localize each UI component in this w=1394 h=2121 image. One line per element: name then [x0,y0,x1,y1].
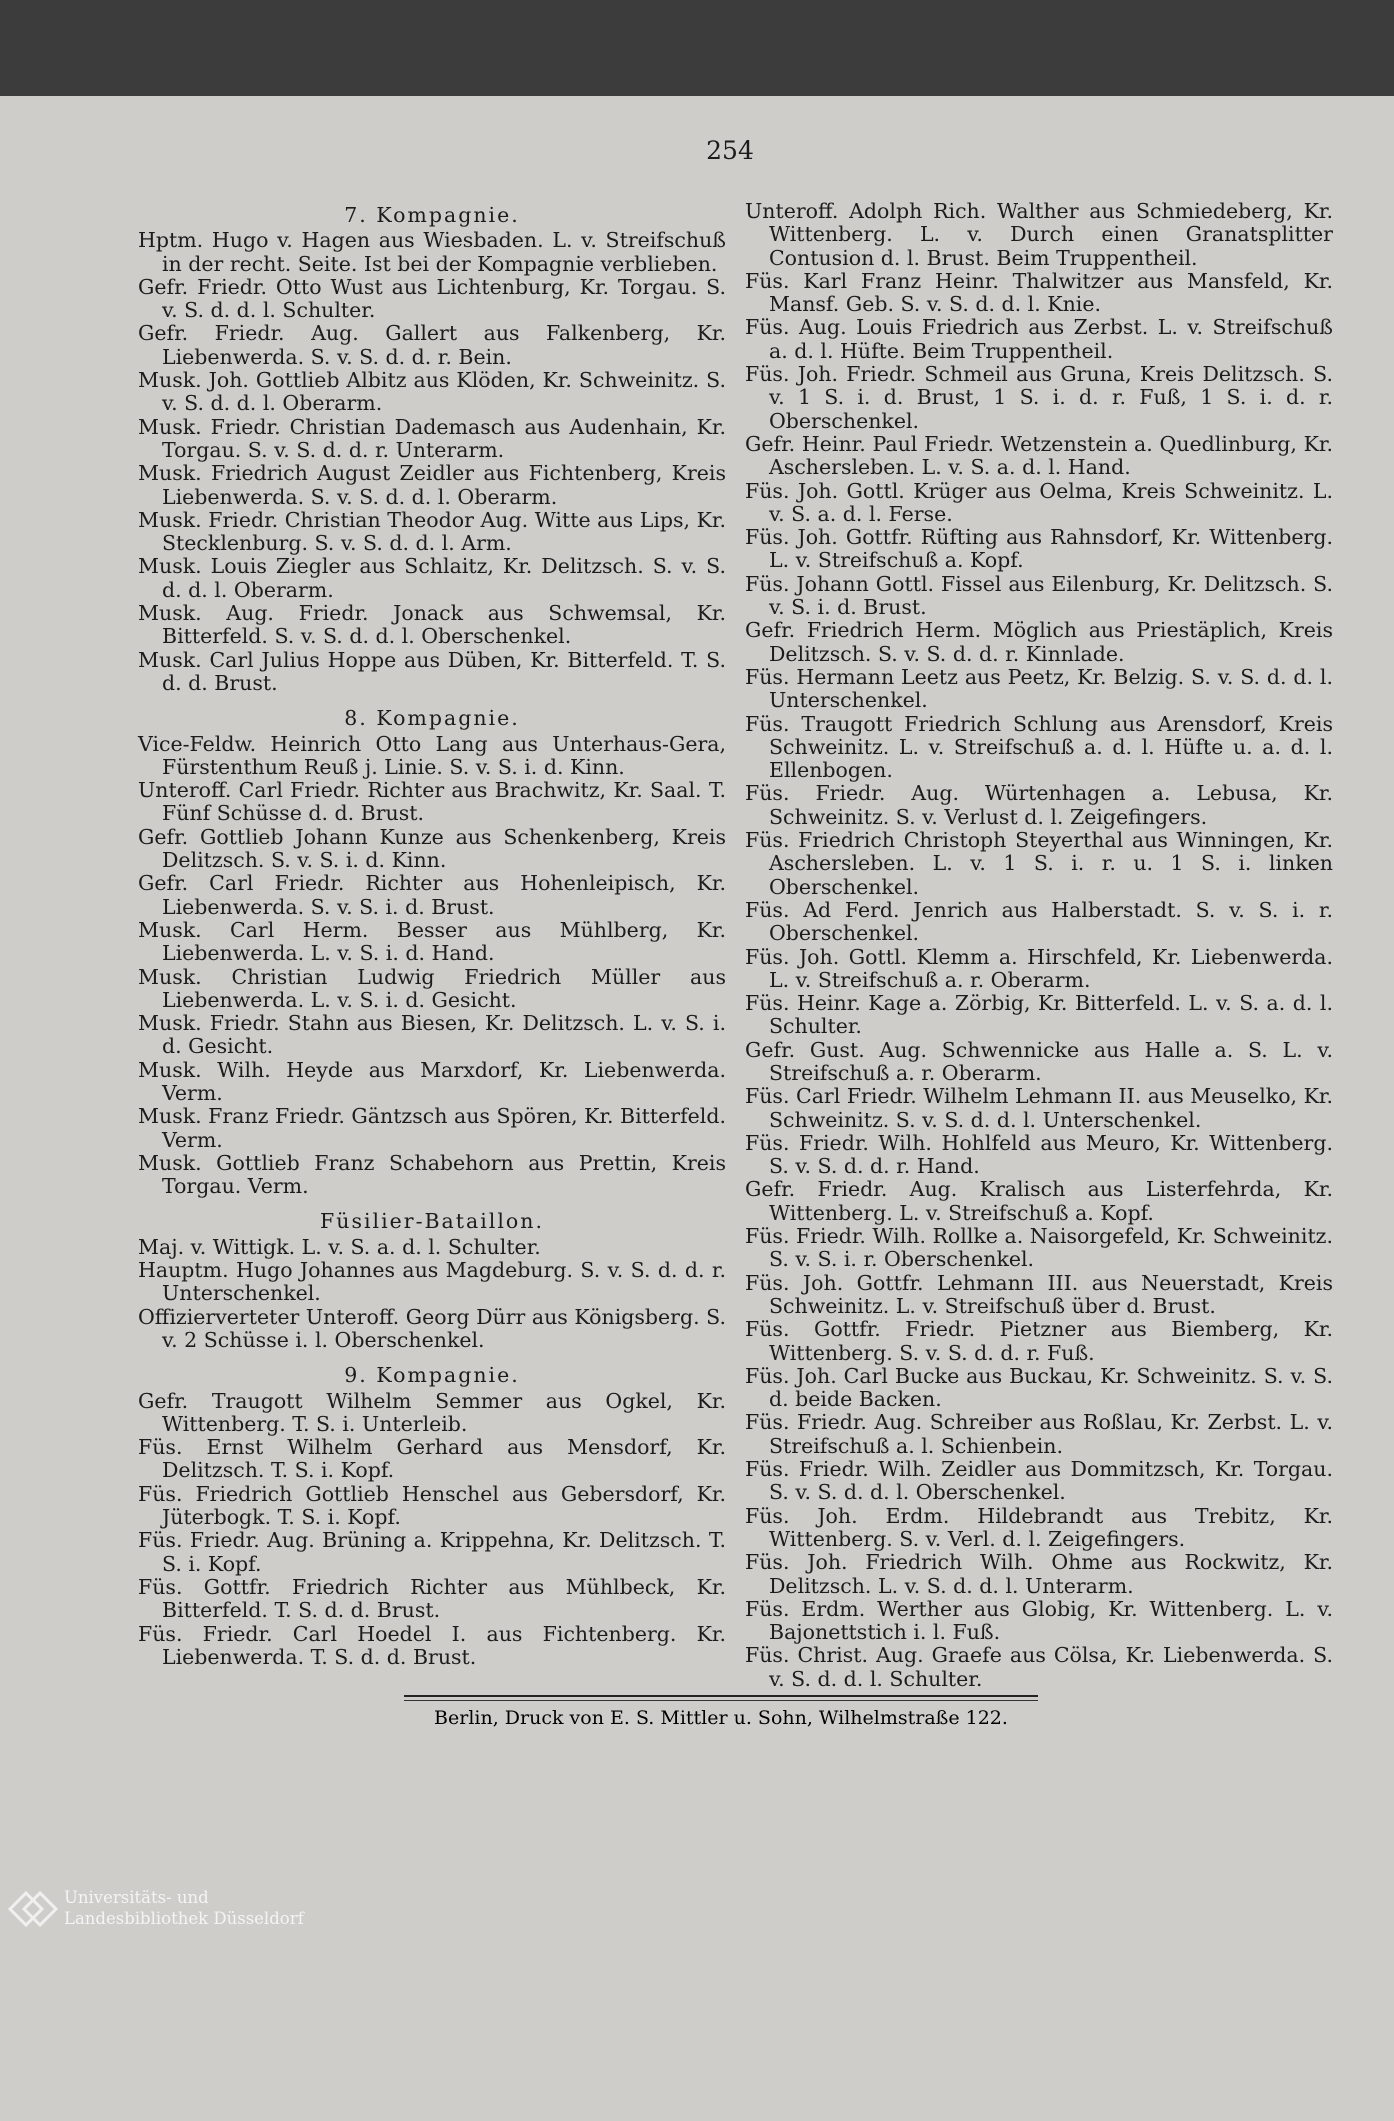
casualty-entry: Musk. Aug. Friedr. Jonack aus Schwemsal, Kr. Bitterfeld. S. v. S. d. d. l. Oberschenkel. [138,601,726,649]
casualty-entry: Musk. Wilh. Heyde aus Marxdorf, Kr. Liebenwerda. Verm. [138,1057,726,1105]
section-heading: Füsilier-Bataillon. [320,1209,544,1234]
casualty-entry: Füs. Joh. Gottl. Krüger aus Oelma, Kreis Schweinitz. L. v. S. a. d. l. Ferse. [745,478,1333,526]
casualty-entry: Füs. Joh. Friedr. Schmeil aus Gruna, Kreis Delitzsch. S. v. 1 S. i. d. Brust, 1 S. i. d. r. Fuß, 1 S. i. d. r. Oberschenkel. [745,362,1333,433]
casualty-entry: Unteroff. Adolph Rich. Walther aus Schmiedeberg, Kr. Wittenberg. L. v. Durch einen Granatsplitter Contusion d. l. Brust. Beim Truppentheil. [745,199,1333,270]
casualty-entry: Unteroff. Carl Friedr. Richter aus Brachwitz, Kr. Saal. T. Fünf Schüsse d. d. Brust. [138,778,726,826]
casualty-entry: Musk. Christian Ludwig Friedrich Müller aus Liebenwerda. L. v. S. i. d. Gesicht. [138,964,726,1012]
casualty-entry: Füs. Friedr. Wilh. Hohlfeld aus Meuro, Kr. Wittenberg. S. v. S. d. d. r. Hand. [745,1130,1333,1179]
scan-border [0,0,1394,96]
left-column [138,200,726,1669]
casualty-entry: Füs. Christ. Aug. Graefe aus Cölsa, Kr. Liebenwerda. S. v. S. d. d. l. Schulter. [745,1643,1333,1691]
casualty-entry: Füs. Joh. Gottfr. Lehmann III. aus Neuerstadt, Kreis Schweinitz. L. v. Streifschuß über d. Brust. [745,1270,1333,1318]
casualty-entry: Musk. Carl Julius Hoppe aus Düben, Kr. Bitterfeld. T. S. d. d. Brust. [138,647,726,695]
page-number: 254 [706,136,754,165]
document-page [0,96,1394,2121]
casualty-entry: Gefr. Friedr. Aug. Gallert aus Falkenberg, Kr. Liebenwerda. S. v. S. d. d. r. Bein. [138,321,726,369]
casualty-entry: Füs. Traugott Friedrich Schlung aus Arensdorf, Kreis Schweinitz. L. v. Streifschuß a. d. l. Hüfte u. a. d. l. Ellenbogen. [745,711,1333,783]
casualty-entry: Gefr. Friedr. Otto Wust aus Lichtenburg, Kr. Torgau. S. v. S. d. d. l. Schulter. [138,274,726,323]
casualty-entry: Musk. Friedr. Christian Theodor Aug. Witte aus Lips, Kr. Stecklenburg. S. v. S. d. d. l. Arm. [138,507,726,556]
logo-line-2: Landesbibliothek Düsseldorf [64,1909,304,1928]
casualty-entry: Füs. Friedr. Aug. Schreiber aus Roßlau, Kr. Zerbst. L. v. Streifschuß a. l. Schienbein. [745,1410,1333,1458]
casualty-entry: Hauptm. Hugo Johannes aus Magdeburg. S. v. S. d. d. r. Unterschenkel. [138,1258,726,1306]
casualty-entry: Füs. Joh. Erdm. Hildebrandt aus Trebitz, Kr. Wittenberg. S. v. Verl. d. l. Zeigefingers. [745,1503,1333,1551]
right-column [745,200,1333,1691]
casualty-entry: Füs. Joh. Gottfr. Rüfting aus Rahnsdorf, Kr. Wittenberg. L. v. Streifschuß a. Kopf. [745,525,1333,573]
casualty-entry: Gefr. Friedrich Herm. Möglich aus Priestäplich, Kreis Delitzsch. S. v. S. d. d. r. Kinnlade. [745,618,1333,666]
casualty-entry: Hptm. Hugo v. Hagen aus Wiesbaden. L. v. Streifschuß in der recht. Seite. Ist bei der Kompagnie verblieben. [138,228,726,276]
casualty-entry: Füs. Johann Gottl. Fissel aus Eilenburg, Kr. Delitzsch. S. v. S. i. d. Brust. [745,571,1333,620]
casualty-entry: Füs. Joh. Carl Bucke aus Buckau, Kr. Schweinitz. S. v. S. d. beide Backen. [745,1363,1333,1412]
casualty-entry: Füs. Friedrich Gottlieb Henschel aus Gebersdorf, Kr. Jüterbogk. T. S. i. Kopf. [138,1481,726,1530]
casualty-entry: Gefr. Carl Friedr. Richter aus Hohenleipisch, Kr. Liebenwerda. S. v. S. i. d. Brust. [138,871,726,919]
casualty-entry: Gefr. Heinr. Paul Friedr. Wetzenstein a. Quedlinburg, Kr. Aschersleben. L. v. S. a. d. l. Hand. [745,431,1333,480]
casualty-entry: Füs. Friedr. Wilh. Zeidler aus Dommitzsch, Kr. Torgau. S. v. S. d. d. l. Oberschenkel. [745,1457,1333,1505]
casualty-entry: Gefr. Traugott Wilhelm Semmer aus Ogkel, Kr. Wittenberg. T. S. i. Unterleib. [138,1388,726,1436]
casualty-entry: Musk. Louis Ziegler aus Schlaitz, Kr. Delitzsch. S. v. S. d. d. l. Oberarm. [138,554,726,602]
casualty-entry: Füs. Gottfr. Friedrich Richter aus Mühlbeck, Kr. Bitterfeld. T. S. d. d. Brust. [138,1574,726,1623]
casualty-entry: Füs. Erdm. Werther aus Globig, Kr. Wittenberg. L. v. Bajonettstich i. l. Fuß. [745,1596,1333,1645]
library-logo-icon [6,1889,60,1929]
casualty-entry: Offizierverteter Unteroff. Georg Dürr aus Königsberg. S. v. 2 Schüsse i. l. Oberschenkel. [138,1304,726,1352]
casualty-entry: Füs. Friedr. Aug. Brüning a. Krippehna, Kr. Delitzsch. T. S. i. Kopf. [138,1528,726,1576]
section-heading: 7. Kompagnie. [344,203,520,227]
casualty-entry: Füs. Friedrich Christoph Steyerthal aus Winningen, Kr. Aschersleben. L. v. 1 S. i. r. u. 1 S. i. linken Oberschenkel. [745,828,1333,899]
section-heading: 9. Kompagnie. [344,1363,520,1388]
casualty-entry: Musk. Friedrich August Zeidler aus Fichtenberg, Kreis Liebenwerda. S. v. S. d. d. l. Oberarm. [138,461,726,509]
casualty-entry: Füs. Karl Franz Heinr. Thalwitzer aus Mansfeld, Kr. Mansf. Geb. S. v. S. d. d. l. Knie. [745,268,1333,317]
logo-line-1: Universitäts- und [64,1888,209,1907]
casualty-entry: Musk. Friedr. Stahn aus Biesen, Kr. Delitzsch. L. v. S. i. d. Gesicht. [138,1011,726,1059]
casualty-entry: Füs. Ernst Wilhelm Gerhard aus Mensdorf, Kr. Delitzsch. T. S. i. Kopf. [138,1435,726,1483]
printer-imprint: Berlin, Druck von E. S. Mittler u. Sohn, Wilhelmstraße 122. [434,1707,1008,1729]
casualty-entry: Füs. Friedr. Aug. Würtenhagen a. Lebusa, Kr. Schweinitz. S. v. Verlust d. l. Zeigefingers. [745,781,1333,829]
casualty-entry: Füs. Ad Ferd. Jenrich aus Halberstadt. S. v. S. i. r. Oberschenkel. [745,897,1333,946]
library-logo[interactable] [4,1877,304,1937]
casualty-entry: Gefr. Friedr. Aug. Kralisch aus Listerfehrda, Kr. Wittenberg. L. v. Streifschuß a. Kopf. [745,1177,1333,1225]
casualty-entry: Füs. Heinr. Kage a. Zörbig, Kr. Bitterfeld. L. v. S. a. d. l. Schulter. [745,991,1333,1039]
section-heading: 8. Kompagnie. [344,706,520,731]
casualty-entry: Musk. Gottlieb Franz Schabehorn aus Prettin, Kreis Torgau. Verm. [138,1150,726,1199]
casualty-entry: Musk. Friedr. Christian Dademasch aus Audenhain, Kr. Torgau. S. v. S. d. d. r. Unterarm. [138,414,726,462]
casualty-entry: Vice-Feldw. Heinrich Otto Lang aus Unterhaus-Gera, Fürstenthum Reuß j. Linie. S. v. S. i. d. Kinn. [138,731,726,779]
casualty-entry: Musk. Joh. Gottlieb Albitz aus Klöden, Kr. Schweinitz. S. v. S. d. d. l. Oberarm. [138,368,726,416]
casualty-entry: Musk. Franz Friedr. Gäntzsch aus Spören, Kr. Bitterfeld. Verm. [138,1104,726,1152]
casualty-entry: Füs. Joh. Gottl. Klemm a. Hirschfeld, Kr. Liebenwerda. L. v. Streifschuß a. r. Oberarm. [745,944,1333,992]
footer-rule [404,1695,1038,1697]
casualty-entry: Füs. Carl Friedr. Wilhelm Lehmann II. aus Meuselko, Kr. Schweinitz. S. v. S. d. d. l. Unterschenkel. [745,1084,1333,1132]
casualty-entry: Gefr. Gust. Aug. Schwennicke aus Halle a. S. L. v. Streifschuß a. r. Oberarm. [745,1037,1333,1085]
casualty-entry: Maj. v. Wittigk. L. v. S. a. d. l. Schulter. [138,1234,541,1259]
footer-rule-thin [404,1700,1038,1701]
casualty-entry: Füs. Joh. Friedrich Wilh. Ohme aus Rockwitz, Kr. Delitzsch. L. v. S. d. d. l. Unterarm. [745,1550,1333,1598]
casualty-entry: Füs. Friedr. Wilh. Rollke a. Naisorgefeld, Kr. Schweinitz. S. v. S. i. r. Oberschenkel. [745,1224,1333,1272]
casualty-entry: Füs. Hermann Leetz aus Peetz, Kr. Belzig. S. v. S. d. d. l. Unterschenkel. [745,664,1333,713]
casualty-entry: Füs. Aug. Louis Friedrich aus Zerbst. L. v. Streifschuß a. d. l. Hüfte. Beim Truppentheil. [745,315,1333,363]
casualty-entry: Musk. Carl Herm. Besser aus Mühlberg, Kr. Liebenwerda. L. v. S. i. d. Hand. [138,917,726,966]
casualty-entry: Füs. Gottfr. Friedr. Pietzner aus Biemberg, Kr. Wittenberg. S. v. S. d. d. r. Fuß. [745,1317,1333,1365]
casualty-entry: Gefr. Gottlieb Johann Kunze aus Schenkenberg, Kreis Delitzsch. S. v. S. i. d. Kinn. [138,824,726,873]
casualty-entry: Füs. Friedr. Carl Hoedel I. aus Fichtenberg. Kr. Liebenwerda. T. S. d. d. Brust. [138,1621,726,1669]
